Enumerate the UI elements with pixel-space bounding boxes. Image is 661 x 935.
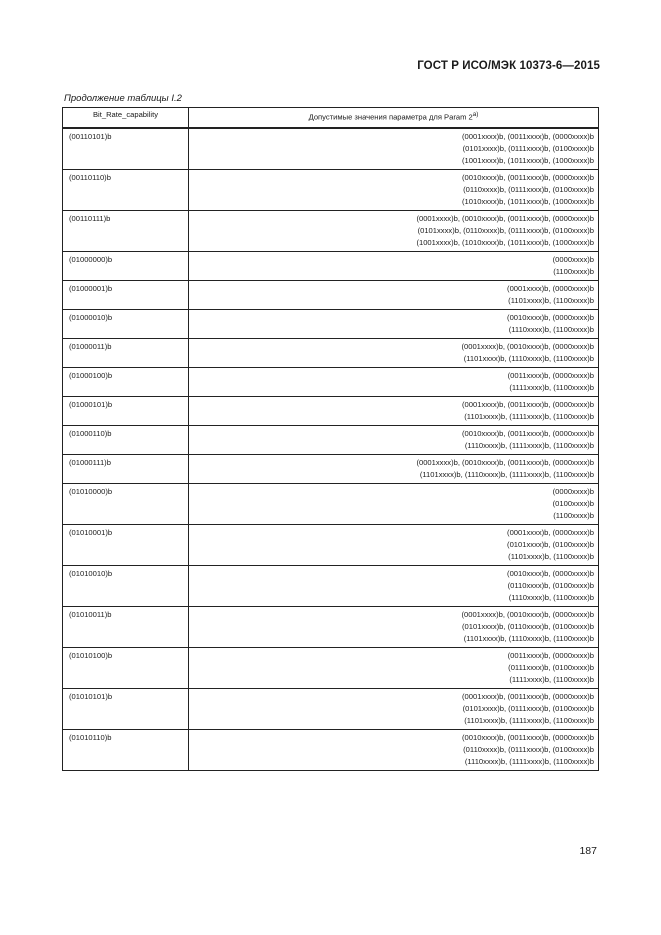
bit-rate-code-cell: (01000100)b (63, 368, 189, 397)
param2-value-line: (0101xxxx)b, (0100xxxx)b (507, 540, 594, 549)
table-row (63, 252, 599, 281)
param2-value-line: (1110xxxx)b, (1100xxxx)b (508, 593, 594, 602)
table-row (63, 281, 599, 310)
param2-value-line: (1101xxxx)b, (1100xxxx)b (508, 296, 594, 305)
param2-value-line: (0000xxxx)b (552, 255, 594, 264)
table-row (63, 170, 599, 211)
bit-rate-code-cell: (01010011)b (63, 607, 189, 648)
param2-value-line: (0101xxxx)b, (0110xxxx)b, (0111xxxx)b, (0100xxxx)b (417, 226, 594, 235)
param2-value-line: (0011xxxx)b, (0000xxxx)b (507, 371, 594, 380)
bit-rate-code-cell: (01010110)b (63, 730, 189, 771)
bit-rate-code-cell: (01000101)b (63, 397, 189, 426)
param2-values-cell (189, 170, 599, 211)
bit-rate-code-cell: (01000111)b (63, 455, 189, 484)
param2-value-line: (1001xxxx)b, (1010xxxx)b, (1011xxxx)b, (1000xxxx)b (416, 238, 594, 247)
param2-values-cell (189, 689, 599, 730)
table-row (63, 339, 599, 368)
param2-value-line: (1110xxxx)b, (1100xxxx)b (508, 325, 594, 334)
bit-rate-code-cell: (01000001)b (63, 281, 189, 310)
param2-values-cell (189, 128, 599, 170)
param2-value-line: (1100xxxx)b (553, 267, 594, 276)
param2-value-line: (0010xxxx)b, (0011xxxx)b, (0000xxxx)b (462, 429, 594, 438)
standard-header: ГОСТ Р ИСО/МЭК 10373-6—2015 (417, 60, 600, 72)
bit-rate-table (62, 107, 599, 771)
bit-rate-code-cell: (01010001)b (63, 525, 189, 566)
table-row (63, 128, 599, 170)
table-row (63, 689, 599, 730)
table-row (63, 525, 599, 566)
param2-values-cell (189, 397, 599, 426)
param2-value-line: (0010xxxx)b, (0000xxxx)b (507, 313, 594, 322)
column-header-param2-text: Допустимые значения параметра для Param 2 (308, 112, 473, 122)
param2-value-line: (1101xxxx)b, (1110xxxx)b, (1111xxxx)b, (1100xxxx)b (419, 470, 594, 479)
param2-value-line: (1110xxxx)b, (1111xxxx)b, (1100xxxx)b (464, 757, 594, 766)
param2-value-line: (1010xxxx)b, (1011xxxx)b, (1000xxxx)b (462, 197, 594, 206)
bit-rate-code-cell: (01000110)b (63, 426, 189, 455)
param2-values-cell (189, 426, 599, 455)
param2-value-line: (0101xxxx)b, (0111xxxx)b, (0100xxxx)b (462, 704, 594, 713)
param2-value-line: (0111xxxx)b, (0100xxxx)b (508, 663, 594, 672)
param2-value-line: (0010xxxx)b, (0011xxxx)b, (0000xxxx)b (462, 173, 594, 182)
bit-rate-code-cell: (01010100)b (63, 648, 189, 689)
param2-value-line: (1101xxxx)b, (1111xxxx)b, (1100xxxx)b (464, 716, 594, 725)
table-caption: Продолжение таблицы I.2 (64, 93, 182, 104)
table-row (63, 648, 599, 689)
param2-value-line: (0011xxxx)b, (0000xxxx)b (507, 651, 594, 660)
table-row (63, 484, 599, 525)
param2-value-line: (0001xxxx)b, (0011xxxx)b, (0000xxxx)b (462, 132, 594, 141)
param2-value-line: (0101xxxx)b, (0111xxxx)b, (0100xxxx)b (462, 144, 594, 153)
param2-value-line: (0001xxxx)b, (0011xxxx)b, (0000xxxx)b (462, 692, 594, 701)
param2-value-line: (0001xxxx)b, (0000xxxx)b (507, 528, 594, 537)
param2-value-line: (1110xxxx)b, (1111xxxx)b, (1100xxxx)b (464, 441, 594, 450)
param2-value-line: (1001xxxx)b, (1011xxxx)b, (1000xxxx)b (462, 156, 594, 165)
param2-values-cell (189, 566, 599, 607)
table-row (63, 310, 599, 339)
param2-values-cell (189, 455, 599, 484)
column-header-bit-rate: Bit_Rate_capability (63, 108, 189, 129)
table-row (63, 397, 599, 426)
param2-value-line: (1101xxxx)b, (1111xxxx)b, (1100xxxx)b (464, 412, 594, 421)
param2-value-line: (1111xxxx)b, (1100xxxx)b (509, 383, 594, 392)
table-row (63, 730, 599, 771)
param2-value-line: (0001xxxx)b, (0010xxxx)b, (0000xxxx)b (461, 610, 594, 619)
page-number: 187 (579, 845, 597, 857)
param2-values-cell (189, 525, 599, 566)
bit-rate-code-cell: (00110110)b (63, 170, 189, 211)
param2-values-cell (189, 730, 599, 771)
bit-rate-code-cell: (01010010)b (63, 566, 189, 607)
bit-rate-code-cell: (01000010)b (63, 310, 189, 339)
table-body (63, 128, 599, 771)
table-row (63, 368, 599, 397)
footnote-marker: a) (472, 111, 479, 118)
table-row (63, 455, 599, 484)
param2-value-line: (0001xxxx)b, (0010xxxx)b, (0011xxxx)b, (0000xxxx)b (416, 214, 594, 223)
param2-values-cell (189, 281, 599, 310)
param2-values-cell (189, 310, 599, 339)
param2-value-line: (0110xxxx)b, (0111xxxx)b, (0100xxxx)b (463, 745, 594, 754)
param2-value-line: (0010xxxx)b, (0011xxxx)b, (0000xxxx)b (462, 733, 594, 742)
bit-rate-code-cell: (00110111)b (63, 211, 189, 252)
param2-value-line: (1101xxxx)b, (1110xxxx)b, (1100xxxx)b (463, 354, 594, 363)
bit-rate-code-cell: (01000011)b (63, 339, 189, 368)
bit-rate-code-cell: (01010101)b (63, 689, 189, 730)
bit-rate-code-cell: (01010000)b (63, 484, 189, 525)
param2-value-line: (1100xxxx)b (553, 511, 594, 520)
bit-rate-code-cell: (00110101)b (63, 128, 189, 170)
table-row (63, 211, 599, 252)
param2-values-cell (189, 368, 599, 397)
param2-value-line: (0101xxxx)b, (0110xxxx)b, (0100xxxx)b (462, 622, 594, 631)
param2-values-cell (189, 252, 599, 281)
param2-value-line: (0001xxxx)b, (0000xxxx)b (507, 284, 594, 293)
param2-value-line: (0110xxxx)b, (0100xxxx)b (507, 581, 594, 590)
table-row (63, 607, 599, 648)
table-header-row (63, 108, 599, 129)
bit-rate-code-cell: (01000000)b (63, 252, 189, 281)
param2-values-cell (189, 484, 599, 525)
param2-value-line: (0010xxxx)b, (0000xxxx)b (507, 569, 594, 578)
param2-value-line: (0001xxxx)b, (0011xxxx)b, (0000xxxx)b (462, 400, 594, 409)
param2-value-line: (0001xxxx)b, (0010xxxx)b, (0000xxxx)b (461, 342, 594, 351)
param2-values-cell (189, 607, 599, 648)
param2-value-line: (0000xxxx)b (552, 487, 594, 496)
param2-value-line: (1111xxxx)b, (1100xxxx)b (509, 675, 594, 684)
param2-values-cell (189, 648, 599, 689)
table-row (63, 426, 599, 455)
table-row (63, 566, 599, 607)
param2-value-line: (1101xxxx)b, (1110xxxx)b, (1100xxxx)b (463, 634, 594, 643)
param2-value-line: (1101xxxx)b, (1100xxxx)b (508, 552, 594, 561)
param2-values-cell (189, 211, 599, 252)
param2-value-line: (0100xxxx)b (552, 499, 594, 508)
column-header-param2 (189, 108, 599, 129)
param2-value-line: (0110xxxx)b, (0111xxxx)b, (0100xxxx)b (463, 185, 594, 194)
param2-value-line: (0001xxxx)b, (0010xxxx)b, (0011xxxx)b, (0000xxxx)b (416, 458, 594, 467)
param2-values-cell (189, 339, 599, 368)
